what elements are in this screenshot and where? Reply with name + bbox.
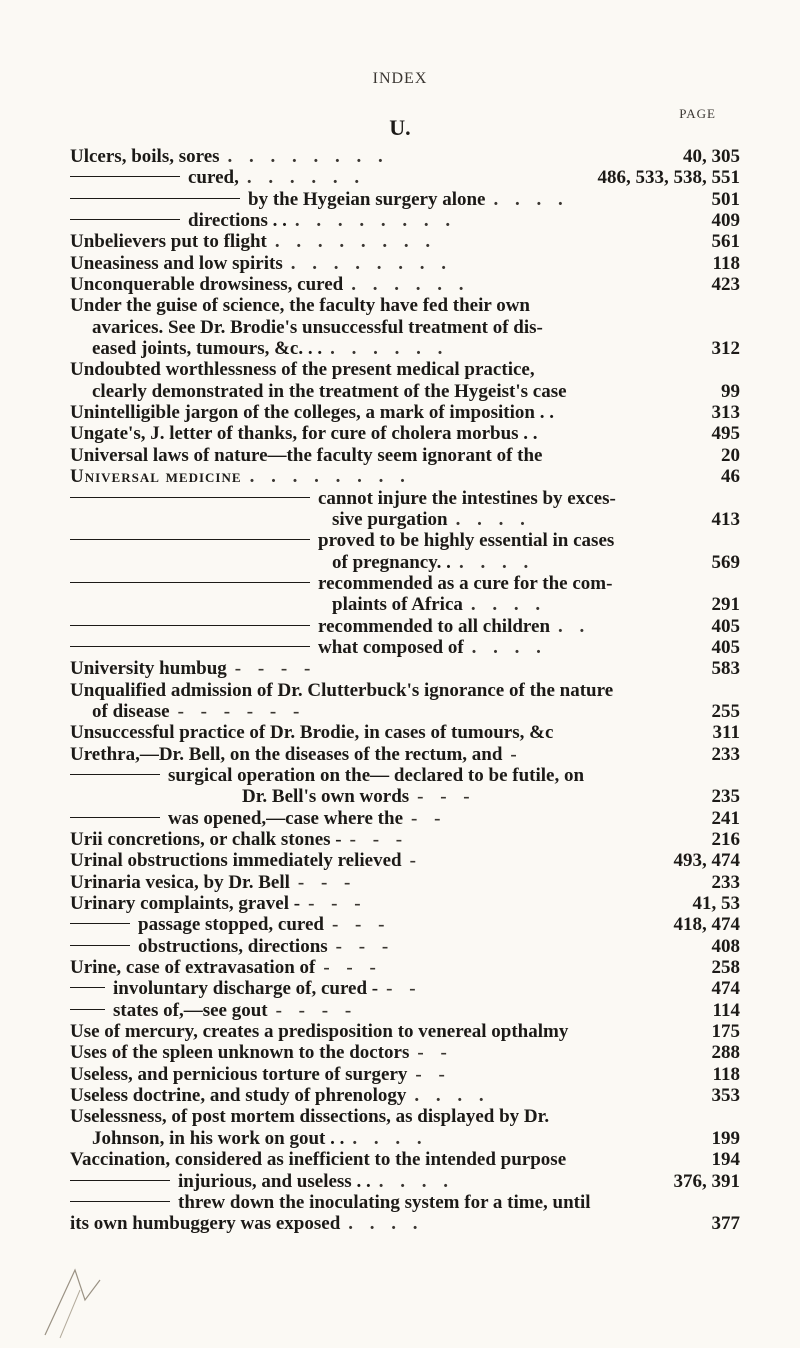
entry-term: plaints of Africa	[332, 594, 463, 616]
index-entry	[70, 381, 740, 402]
entry-leader: . . . .	[458, 551, 535, 573]
entry-pages: 486, 533, 538, 551	[597, 167, 740, 189]
index-entry	[70, 637, 740, 658]
entry-leader: - - -	[349, 829, 409, 850]
running-title: INDEX	[372, 70, 428, 87]
entry-term: states of,—see gout	[113, 999, 268, 1021]
entry-term: Urinal obstructions immediately relieved	[70, 850, 402, 872]
index-entry	[70, 253, 740, 274]
entry-term: Dr. Bell's own words	[242, 786, 410, 808]
entry-leader: . . . . . . . .	[274, 231, 437, 253]
entry-leader: - -	[417, 1042, 453, 1064]
entry-pages: 413	[711, 508, 740, 530]
entry-term: Under the guise of science, the faculty have fed their own	[70, 295, 530, 317]
entry-leader: . . . . . .	[246, 167, 366, 189]
entry-term: Uselessness, of post mortem dissections, as displayed by Dr.	[70, 1106, 550, 1128]
entry-term: what composed of	[318, 636, 464, 658]
entry-pages: 291	[711, 594, 740, 616]
ditto-rule	[70, 987, 105, 988]
entry-term: Universal medicine	[70, 466, 242, 488]
index-entry	[70, 957, 740, 978]
entry-term: surgical operation on the— declared to be futile, on	[168, 764, 585, 786]
entry-pages: 583	[711, 658, 740, 680]
index-entry	[70, 1213, 740, 1234]
index-entry	[70, 274, 740, 295]
index-entry	[70, 914, 740, 935]
index-entry	[70, 808, 740, 829]
entry-pages: 235	[711, 786, 740, 808]
entry-pages: 418, 474	[673, 914, 740, 936]
index-entry	[70, 680, 740, 701]
index-entry	[70, 1021, 740, 1042]
entry-leader: . . . . . . . .	[294, 210, 457, 232]
entry-term: Unsuccessful practice of Dr. Brodie, in cases of tumours, &c	[70, 722, 554, 744]
entry-term: Universal laws of nature—the faculty seem ignorant of the	[70, 444, 543, 466]
entry-term: injurious, and useless . .	[178, 1170, 371, 1192]
entry-term: Urinaria vesica, by Dr. Bell	[70, 871, 290, 893]
entry-term: clearly demonstrated in the treatment of the Hygeist's case	[92, 380, 567, 402]
entry-term: Urethra,—Dr. Bell, on the diseases of the rectum, and	[70, 743, 503, 765]
index-entry	[70, 338, 740, 359]
entry-term: recommended to all children	[318, 615, 551, 637]
entry-term: Urine, case of extravasation of	[70, 957, 316, 979]
ditto-rule	[70, 1201, 170, 1202]
entry-term: directions . .	[188, 210, 287, 232]
entry-pages: 216	[711, 829, 740, 850]
entry-term: Vaccination, considered as inefficient to the intended purpose	[70, 1149, 567, 1171]
index-entry	[70, 1171, 740, 1192]
entry-pages: 20	[721, 444, 740, 466]
entry-pages: 493, 474	[673, 850, 740, 872]
entry-pages: 501	[711, 188, 740, 210]
entry-term: Useless doctrine, and study of phrenology	[70, 1085, 407, 1107]
entry-pages: 311	[712, 722, 740, 744]
entry-pages: 495	[711, 423, 740, 445]
entry-leader: - - -	[335, 935, 395, 957]
entry-pages: 233	[711, 743, 740, 765]
entry-pages: 255	[711, 700, 740, 722]
entry-leader: . . . .	[352, 1127, 428, 1149]
ditto-rule	[70, 923, 130, 924]
index-entry	[70, 1085, 740, 1106]
entry-term: cannot injure the intestines by exces-	[318, 487, 616, 509]
entry-pages: 118	[712, 252, 740, 274]
entry-pages: 233	[711, 871, 740, 893]
ditto-rule	[70, 198, 240, 199]
ditto-rule	[70, 497, 310, 498]
index-entry	[70, 936, 740, 957]
entry-term: of disease	[92, 700, 170, 722]
entry-leader: . . . . . .	[351, 274, 470, 296]
entry-term: by the Hygeian surgery alone	[248, 188, 486, 210]
entry-pages: 46	[721, 466, 740, 488]
ditto-rule	[70, 219, 180, 220]
ditto-rule	[70, 539, 310, 540]
entry-pages: 377	[711, 1213, 740, 1235]
index-entry	[70, 722, 740, 743]
entry-leader: . . . . . . . .	[249, 466, 411, 488]
index-entry	[70, 573, 740, 594]
entry-leader: . . . . . . . .	[290, 252, 452, 274]
entry-term: passage stopped, cured	[138, 914, 324, 936]
index-entry	[70, 658, 740, 679]
entry-term: Urii concretions, or chalk stones -	[70, 829, 342, 850]
entry-leader: - - - - - -	[177, 700, 306, 722]
entry-leader: . . . . . . . .	[227, 146, 389, 167]
entry-leader: . . . .	[378, 1170, 454, 1192]
entry-pages: 118	[712, 1063, 740, 1085]
entry-term: Undoubted worthlessness of the present medical practice,	[70, 359, 535, 381]
entry-pages: 405	[711, 636, 740, 658]
ditto-rule	[70, 774, 160, 775]
entry-pages: 313	[711, 402, 740, 424]
entry-leader: - -	[411, 807, 447, 829]
index-entry	[70, 231, 740, 252]
entry-pages: 40, 305	[683, 146, 740, 167]
entry-term: Johnson, in his work on gout . .	[92, 1127, 345, 1149]
entry-term: Uneasiness and low spirits	[70, 252, 283, 274]
entry-pages: 258	[711, 957, 740, 979]
entry-pages: 288	[711, 1042, 740, 1064]
index-entry	[70, 359, 740, 380]
ditto-rule	[70, 945, 130, 946]
entry-term: involuntary discharge of, cured -	[113, 978, 379, 1000]
entry-pages: 409	[711, 210, 740, 232]
entry-term: Use of mercury, creates a predisposition to venereal opthalmy	[70, 1021, 569, 1043]
index-entry	[70, 1064, 740, 1085]
entry-pages: 199	[711, 1127, 740, 1149]
index-entry	[70, 1128, 740, 1149]
index-entry	[70, 893, 740, 914]
entry-term: eased joints, tumours, &c. . .	[92, 338, 323, 360]
page-corner-mark	[40, 1260, 110, 1340]
index-entry	[70, 466, 740, 487]
entry-pages: 99	[721, 380, 740, 402]
index-entry	[70, 423, 740, 444]
index-entry	[70, 530, 740, 551]
entry-pages: 423	[711, 274, 740, 296]
index-entry	[70, 701, 740, 722]
entry-pages: 474	[711, 978, 740, 1000]
ditto-rule	[70, 582, 310, 583]
entry-term: sive purgation	[332, 508, 448, 530]
entry-leader: -	[409, 850, 422, 872]
index-entry	[70, 786, 740, 807]
entry-leader: . .	[558, 615, 591, 637]
entry-term: Ulcers, boils, sores	[70, 146, 220, 167]
index-entry	[70, 1000, 740, 1021]
ditto-rule	[70, 625, 310, 626]
entry-term: Urinary complaints, gravel -	[70, 893, 301, 915]
entry-leader: - -	[386, 978, 422, 1000]
entry-term: Unconquerable drowsiness, cured	[70, 274, 344, 296]
entry-leader: - -	[415, 1063, 451, 1085]
entry-pages: 353	[711, 1085, 740, 1107]
entry-term: Unintelligible jargon of the colleges, a mark of imposition . .	[70, 402, 554, 424]
entry-leader: - - - -	[234, 658, 317, 680]
index-entry	[70, 978, 740, 999]
index-entry	[70, 1106, 740, 1127]
index-entry	[70, 509, 740, 530]
index-entry	[70, 167, 740, 188]
index-entry	[70, 872, 740, 893]
index-entry	[70, 616, 740, 637]
section-letter: U.	[389, 115, 411, 140]
entry-term: obstructions, directions	[138, 935, 328, 957]
index-entry	[70, 765, 740, 786]
entry-term: Uses of the spleen unknown to the doctors	[70, 1042, 410, 1064]
ditto-rule	[70, 646, 310, 647]
index-entry	[70, 317, 740, 338]
entry-pages: 405	[711, 615, 740, 637]
entry-leader: - - -	[417, 786, 476, 808]
index-entry	[70, 210, 740, 231]
entry-term: Ungate's, J. letter of thanks, for cure of cholera morbus . .	[70, 423, 538, 445]
entry-pages: 376, 391	[673, 1170, 740, 1192]
entry-pages: 408	[711, 935, 740, 957]
entry-pages: 569	[711, 551, 740, 573]
entry-pages: 561	[711, 231, 740, 253]
index-entry	[70, 552, 740, 573]
index-entry	[70, 1192, 740, 1213]
entry-term: University humbug	[70, 658, 227, 680]
entry-term: cured,	[188, 167, 239, 189]
entry-pages: 312	[711, 338, 740, 360]
index-entry	[70, 1042, 740, 1063]
index-entry	[70, 850, 740, 871]
entry-term: Unqualified admission of Dr. Clutterbuck's ignorance of the nature	[70, 679, 614, 701]
index-entry	[70, 829, 740, 850]
entry-term: proved to be highly essential in cases	[318, 530, 615, 552]
entry-leader: . . . .	[493, 188, 569, 210]
index-entry	[70, 744, 740, 765]
entry-term: avarices. See Dr. Brodie's unsuccessful treatment of dis-	[92, 316, 543, 338]
entry-leader: . . . .	[348, 1213, 424, 1235]
ditto-rule	[70, 1009, 105, 1010]
entry-term: threw down the inoculating system for a time, until	[178, 1191, 591, 1213]
entry-term: recommended as a cure for the com-	[318, 572, 613, 594]
entry-pages: 114	[712, 999, 740, 1021]
entry-leader: - - -	[323, 957, 382, 979]
index-entry	[70, 594, 740, 615]
entry-pages: 175	[711, 1021, 740, 1043]
entry-leader: - - -	[297, 871, 357, 893]
entry-term: was opened,—case where the	[168, 807, 404, 829]
entry-leader: -	[510, 743, 523, 765]
ditto-rule	[70, 176, 180, 177]
entry-leader: . . . .	[414, 1085, 490, 1107]
index-entry	[70, 445, 740, 466]
page-column-label: PAGE	[679, 106, 716, 121]
ditto-rule	[70, 1180, 170, 1181]
entry-pages: 241	[711, 807, 740, 829]
entry-pages: 194	[711, 1149, 740, 1171]
entry-term: its own humbuggery was exposed	[70, 1213, 341, 1235]
index-entry	[70, 189, 740, 210]
entry-leader: - - -	[331, 914, 391, 936]
index-entries	[70, 146, 740, 1235]
entry-term: of pregnancy. .	[332, 551, 451, 573]
entry-pages: 41, 53	[692, 893, 740, 915]
entry-leader: - - -	[308, 893, 367, 915]
index-entry	[70, 146, 740, 167]
index-entry	[70, 488, 740, 509]
entry-term: Useless, and pernicious torture of surgery	[70, 1063, 408, 1085]
index-entry	[70, 402, 740, 423]
entry-leader: . . . . . .	[330, 338, 449, 360]
entry-leader: - - - -	[275, 999, 358, 1021]
entry-leader: . . . .	[470, 594, 547, 616]
entry-leader: . . . .	[471, 636, 547, 658]
index-entry	[70, 295, 740, 316]
ditto-rule	[70, 817, 160, 818]
entry-term: Unbelievers put to flight	[70, 231, 267, 253]
index-entry	[70, 1149, 740, 1170]
entry-leader: . . . .	[455, 508, 531, 530]
